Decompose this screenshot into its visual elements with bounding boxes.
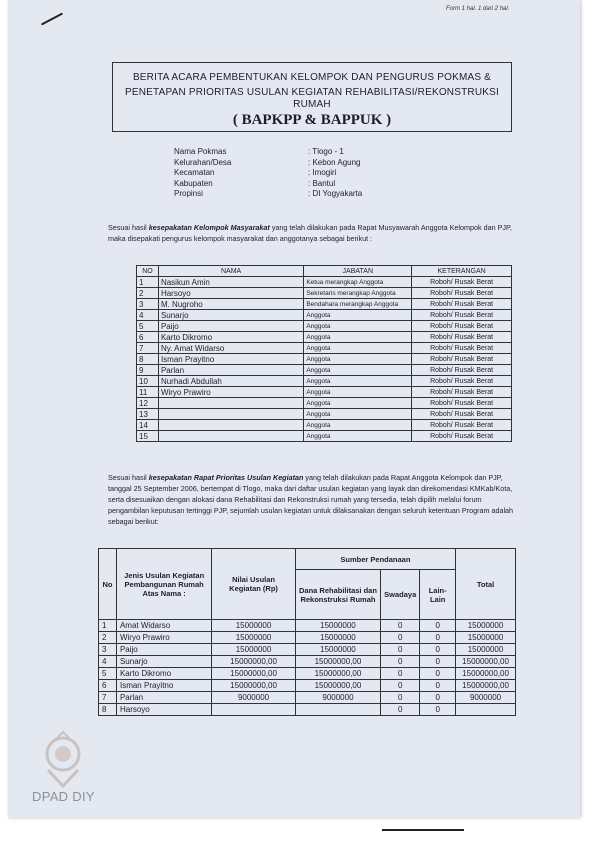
cell-total: [456, 704, 516, 716]
table-row: [137, 299, 512, 310]
intro-paragraph-members: [108, 222, 518, 244]
table-row: [137, 409, 512, 420]
cell-total: 9000000: [456, 692, 516, 704]
cell-other: 0: [420, 620, 456, 632]
cell-proposed-value: 15000000: [212, 632, 295, 644]
table-row: [137, 398, 512, 409]
column-header-activity: Jenis Usulan Kegiatan Pembangunan Rumah Atas Nama :: [116, 549, 211, 620]
table-row: [137, 288, 512, 299]
cell-no: 7: [99, 692, 117, 704]
column-header-no: NO: [137, 266, 159, 277]
cell-self-help: 0: [381, 692, 420, 704]
cell-other: 0: [420, 692, 456, 704]
cell-remarks: Roboh/ Rusak Berat: [412, 431, 512, 442]
cell-no: 2: [99, 632, 117, 644]
table-header-row: [137, 266, 512, 277]
intro-paragraph-priorities: [108, 472, 518, 527]
cell-remarks: Roboh/ Rusak Berat: [412, 409, 512, 420]
cell-position: Anggota: [304, 431, 412, 442]
bottom-mark: [382, 829, 464, 831]
members-table: [136, 265, 512, 442]
table-row: [137, 387, 512, 398]
column-header-name: NAMA: [158, 266, 303, 277]
cell-no: 9: [137, 365, 159, 376]
cell-no: 13: [137, 409, 159, 420]
cell-name: [158, 409, 303, 420]
table-row: [137, 420, 512, 431]
cell-remarks: Roboh/ Rusak Berat: [412, 387, 512, 398]
table-header-row: [99, 549, 516, 570]
para-text: Sesuai hasil: [108, 223, 147, 232]
cell-name: Harsoyo: [158, 288, 303, 299]
info-value: : Imogiri: [308, 168, 337, 177]
table-row: [137, 332, 512, 343]
cell-other: 0: [420, 668, 456, 680]
cell-no: 15: [137, 431, 159, 442]
cell-other: 0: [420, 680, 456, 692]
table-row: [137, 376, 512, 387]
form-reference: Form 1 hal. 1 dari 2 hal.: [446, 6, 510, 12]
column-header-proposed-value: Nilai Usulan Kegiatan (Rp): [212, 549, 295, 620]
cell-name: [158, 431, 303, 442]
cell-position: Anggota: [304, 321, 412, 332]
para-text: yang telah dilakukan pada Rapat Anggota Kelompok dan PJP, tanggal 25 September 2006, bertempat di Tlogo, maka dari daftar usulan kegiatan yang layak dan direkomendasi KMKab/Kota, serta disesuaikan dengan alokasi dana Rehabilitasi dan Rekonstruksi rumah yang tersedia, telah dipilih melalui forum pengambilan keputusan tertinggi PJP, sejumlah usulan kegiatan untuk dilaksanakan dengan seluruh ketentuan Program adalah sebagai berikut:: [108, 473, 514, 526]
watermark-text: DPAD DIY: [32, 789, 95, 804]
cell-remarks: Roboh/ Rusak Berat: [412, 288, 512, 299]
cell-position: Bendahara merangkap Anggota: [304, 299, 412, 310]
info-row: [174, 168, 362, 179]
cell-proposed-value: 15000000: [212, 644, 295, 656]
cell-rehab-fund: [295, 704, 380, 716]
cell-no: 4: [137, 310, 159, 321]
cell-no: 2: [137, 288, 159, 299]
cell-remarks: Roboh/ Rusak Berat: [412, 398, 512, 409]
table-row: [137, 354, 512, 365]
cell-other: 0: [420, 656, 456, 668]
cell-name: Wiryo Prawiro: [116, 632, 211, 644]
cell-remarks: Roboh/ Rusak Berat: [412, 299, 512, 310]
info-row: [174, 189, 362, 200]
info-value: : Kebon Agung: [308, 157, 361, 167]
cell-proposed-value: 9000000: [212, 692, 295, 704]
cell-name: Nasikun Amin: [158, 277, 303, 288]
cell-position: Anggota: [304, 409, 412, 420]
cell-self-help: 0: [381, 680, 420, 692]
cell-position: Anggota: [304, 376, 412, 387]
info-row: [174, 158, 362, 169]
info-row: [174, 147, 362, 158]
para-text: Sesuai hasil: [108, 473, 147, 482]
cell-no: 8: [99, 704, 117, 716]
cell-rehab-fund: 15000000,00: [295, 668, 380, 680]
cell-remarks: Roboh/ Rusak Berat: [412, 365, 512, 376]
cell-remarks: Roboh/ Rusak Berat: [412, 277, 512, 288]
info-value: : DI Yogyakarta: [308, 189, 363, 198]
cell-remarks: Roboh/ Rusak Berat: [412, 420, 512, 431]
cell-name: Amat Widarso: [116, 620, 211, 632]
table-row: [137, 343, 512, 354]
cell-no: 5: [137, 321, 159, 332]
cell-self-help: 0: [381, 704, 420, 716]
cell-name: Harsoyo: [116, 704, 211, 716]
cell-name: Nurhadi Abdullah: [158, 376, 303, 387]
table-row: [99, 668, 516, 680]
title-line-3: RUMAH: [293, 99, 331, 110]
cell-no: 7: [137, 343, 159, 354]
para-emphasis: kesepakatan Kelompok Masyarakat: [148, 223, 270, 232]
cell-position: Anggota: [304, 354, 412, 365]
column-header-other: Lain-Lain: [420, 570, 456, 620]
cell-self-help: 0: [381, 656, 420, 668]
cell-no: 14: [137, 420, 159, 431]
cell-self-help: 0: [381, 644, 420, 656]
table-row: [99, 680, 516, 692]
cell-self-help: 0: [381, 620, 420, 632]
table-row: [99, 644, 516, 656]
cell-no: 8: [137, 354, 159, 365]
info-label: Propinsi: [174, 189, 203, 198]
table-row: [99, 692, 516, 704]
cell-proposed-value: 15000000: [212, 620, 295, 632]
info-label: Nama Pokmas: [174, 147, 227, 156]
cell-rehab-fund: 9000000: [295, 692, 380, 704]
title-line-1: BERITA ACARA PEMBENTUKAN KELOMPOK DAN PENGURUS POKMAS &: [132, 72, 492, 83]
cell-name: [158, 420, 303, 431]
table-row: [99, 632, 516, 644]
cell-no: 5: [99, 668, 117, 680]
cell-remarks: Roboh/ Rusak Berat: [412, 343, 512, 354]
cell-rehab-fund: 15000000: [295, 632, 380, 644]
cell-name: Karto Dikromo: [158, 332, 303, 343]
info-label: Kecamatan: [174, 168, 215, 177]
cell-other: 0: [420, 704, 456, 716]
cell-total: 15000000: [456, 632, 516, 644]
cell-rehab-fund: 15000000,00: [295, 680, 380, 692]
table-row: [137, 431, 512, 442]
cell-position: Sekretaris merangkap Anggota: [304, 288, 412, 299]
activities-table: [98, 548, 516, 716]
cell-other: 0: [420, 632, 456, 644]
table-row: [99, 656, 516, 668]
table-row: [137, 365, 512, 376]
cell-name: Isman Prayitno: [158, 354, 303, 365]
cell-no: 12: [137, 398, 159, 409]
cell-self-help: 0: [381, 632, 420, 644]
cell-name: Karto Dikromo: [116, 668, 211, 680]
cell-position: Anggota: [304, 332, 412, 343]
cell-no: 3: [99, 644, 117, 656]
cell-position: Anggota: [304, 387, 412, 398]
cell-position: Anggota: [304, 310, 412, 321]
cell-proposed-value: 15000000,00: [212, 680, 295, 692]
column-header-remarks: KETERANGAN: [412, 266, 512, 277]
table-row: [137, 277, 512, 288]
column-header-no: No: [99, 549, 117, 620]
cell-no: 3: [137, 299, 159, 310]
cell-total: 15000000: [456, 644, 516, 656]
table-row: [99, 620, 516, 632]
pokmas-info: [174, 147, 362, 200]
para-emphasis: kesepakatan Rapat Prioritas Usulan Kegiatan: [148, 473, 304, 482]
cell-remarks: Roboh/ Rusak Berat: [412, 310, 512, 321]
info-row: [174, 179, 362, 190]
regional-emblem-watermark: [36, 730, 90, 790]
cell-self-help: 0: [381, 668, 420, 680]
cell-position: Ketua merangkap Anggota: [304, 277, 412, 288]
cell-rehab-fund: 15000000: [295, 644, 380, 656]
cell-position: Anggota: [304, 365, 412, 376]
title-abbreviation: ( BAPKPP & BAPPUK ): [232, 112, 392, 128]
cell-name: Sunarjo: [158, 310, 303, 321]
cell-name: Sunarjo: [116, 656, 211, 668]
cell-name: Isman Prayitno: [116, 680, 211, 692]
cell-no: 1: [99, 620, 117, 632]
cell-no: 6: [137, 332, 159, 343]
column-header-self-help: Swadaya: [381, 570, 420, 620]
cell-proposed-value: [212, 704, 295, 716]
cell-no: 6: [99, 680, 117, 692]
info-value: : Bantul: [308, 178, 336, 188]
cell-total: 15000000,00: [456, 668, 516, 680]
column-header-rehab-fund: Dana Rehabilitasi dan Rekonstruksi Rumah: [295, 570, 380, 620]
cell-remarks: Roboh/ Rusak Berat: [412, 321, 512, 332]
cell-rehab-fund: 15000000: [295, 620, 380, 632]
cell-rehab-fund: 15000000,00: [295, 656, 380, 668]
info-label: Kelurahan/Desa: [174, 157, 232, 167]
cell-proposed-value: 15000000,00: [212, 656, 295, 668]
cell-total: 15000000,00: [456, 656, 516, 668]
cell-remarks: Roboh/ Rusak Berat: [412, 354, 512, 365]
column-header-position: JABATAN: [304, 266, 412, 277]
column-header-funding-source: Sumber Pendanaan: [295, 549, 455, 570]
title-line-2: PENETAPAN PRIORITAS USULAN KEGIATAN REHABILITASI/REKONSTRUKSI: [125, 87, 499, 98]
cell-proposed-value: 15000000,00: [212, 668, 295, 680]
info-value: : Tlogo - 1: [308, 147, 344, 156]
cell-name: Paijo: [158, 321, 303, 332]
cell-name: Ny. Amat Widarso: [158, 343, 303, 354]
table-row: [137, 310, 512, 321]
cell-position: Anggota: [304, 420, 412, 431]
cell-other: 0: [420, 644, 456, 656]
cell-no: 1: [137, 277, 159, 288]
info-label: Kabupaten: [174, 178, 213, 188]
column-header-total: Total: [456, 549, 516, 620]
para-text: yang telah dilakukan pada Rapat Musyawarah Anggota Kelompok dan PJP, maka disepakati pengurus kelompok masyarakat dan anggotanya sebagai berikut :: [108, 223, 512, 243]
cell-remarks: Roboh/ Rusak Berat: [412, 376, 512, 387]
cell-name: Wiryo Prawiro: [158, 387, 303, 398]
cell-no: 11: [137, 387, 159, 398]
cell-name: M. Nugroho: [158, 299, 303, 310]
cell-no: 10: [137, 376, 159, 387]
cell-position: Anggota: [304, 398, 412, 409]
table-row: [137, 321, 512, 332]
table-row: [99, 704, 516, 716]
cell-total: 15000000: [456, 620, 516, 632]
cell-name: [158, 398, 303, 409]
cell-total: 15000000,00: [456, 680, 516, 692]
cell-position: Anggota: [304, 343, 412, 354]
cell-name: Parlan: [158, 365, 303, 376]
title-box: [112, 62, 512, 132]
cell-name: Paijo: [116, 644, 211, 656]
cell-remarks: Roboh/ Rusak Berat: [412, 332, 512, 343]
cell-no: 4: [99, 656, 117, 668]
cell-name: Parlan: [116, 692, 211, 704]
